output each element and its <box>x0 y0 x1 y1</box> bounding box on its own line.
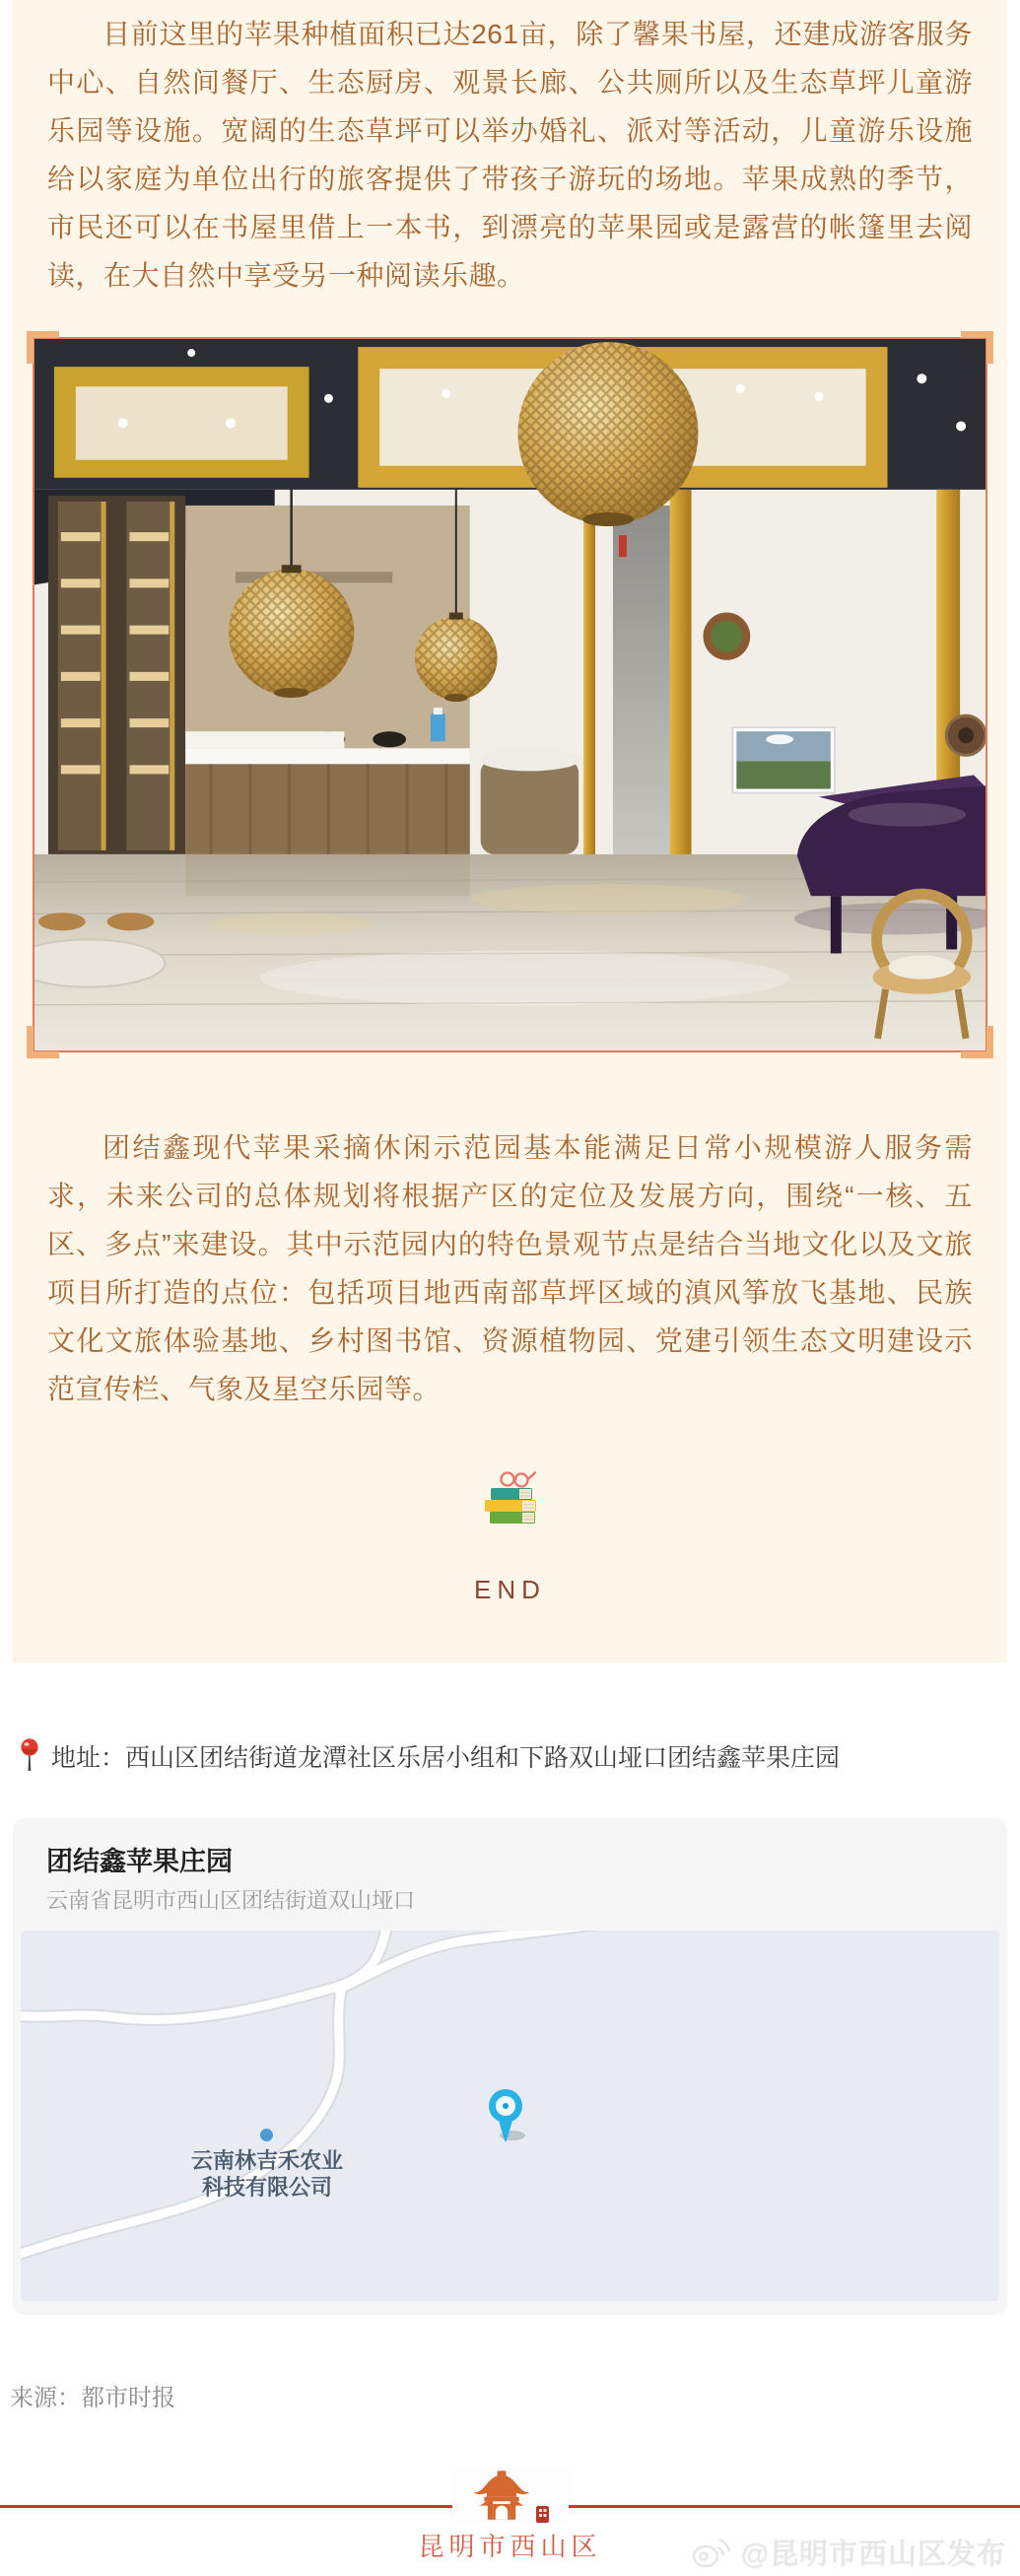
address-text: 地址：西山区团结街道龙潭社区乐居小组和下路双山垭口团结鑫苹果庄园 <box>51 1744 841 1772</box>
weibo-icon <box>692 2536 733 2569</box>
map-subtitle: 云南省昆明市西山区团结街道双山垭口 <box>46 1888 416 1913</box>
books-icon <box>47 1468 973 1529</box>
seal-stamp-icon <box>536 2506 549 2523</box>
pavilion-icon <box>471 2468 532 2523</box>
frame-corner-icon <box>27 331 59 364</box>
article-paragraph-1: 目前这里的苹果种植面积已达261亩，除了馨果书屋，还建成游客服务中心、自然间餐厅、生态厨房、观景长廊、公共厕所以及生态草坪儿童游乐园等设施。宽阔的生态草坪可以举办婚礼、派对等活动，儿童游乐设施给以家庭为单位出行的旅客提供了带孩子游玩的场地。苹果成熟的季节，市民还可以在书屋里借上一本书，到漂亮的苹果园或是露营的帐篷里去阅读，在大自然中享受另一种阅读乐趣。 <box>47 19 973 291</box>
watermark <box>692 2532 1006 2572</box>
frame-corner-icon <box>961 331 993 364</box>
article-panel <box>13 0 1007 1662</box>
region-name: 昆明市西山区 <box>418 2532 602 2561</box>
frame-corner-icon <box>961 1026 993 1058</box>
watermark-text: @昆明市西山区发布 <box>740 2539 1006 2570</box>
map-card[interactable] <box>13 1818 1007 2315</box>
map[interactable] <box>21 1931 999 2301</box>
lobby-photo[interactable] <box>33 337 987 1052</box>
location-pin-icon <box>484 2086 527 2147</box>
source-line: 来源：都市时报 <box>10 2385 175 2411</box>
poi-label: 云南林吉禾农业 科技有限公司 <box>190 2148 343 2200</box>
poi-dot <box>260 2129 273 2141</box>
map-title: 团结鑫苹果庄园 <box>46 1847 233 1876</box>
address-row <box>20 1737 1020 1775</box>
frame-corner-icon <box>27 1026 59 1058</box>
article-paragraph-2: 团结鑫现代苹果采摘休闲示范园基本能满足日常小规模游人服务需求，未来公司的总体规划将根据产区的定位及发展方向，围绕“一核、五区、多点”来建设。其中示范园内的特色景观节点是结合当地文化以及文旅项目所打造的点位：包括项目地西南部草坪区域的滇风筝放飞基地、民族文化文旅体验基地、乡村图书馆、资源植物园、党建引领生态文明建设示范宣传栏、气象及星空乐园等。 <box>47 1132 973 1404</box>
end-label: END <box>474 1575 546 1604</box>
address-pin-icon <box>20 1737 39 1775</box>
footer-icon-wrap <box>452 2468 569 2523</box>
lobby-photo-scene <box>34 339 986 1051</box>
